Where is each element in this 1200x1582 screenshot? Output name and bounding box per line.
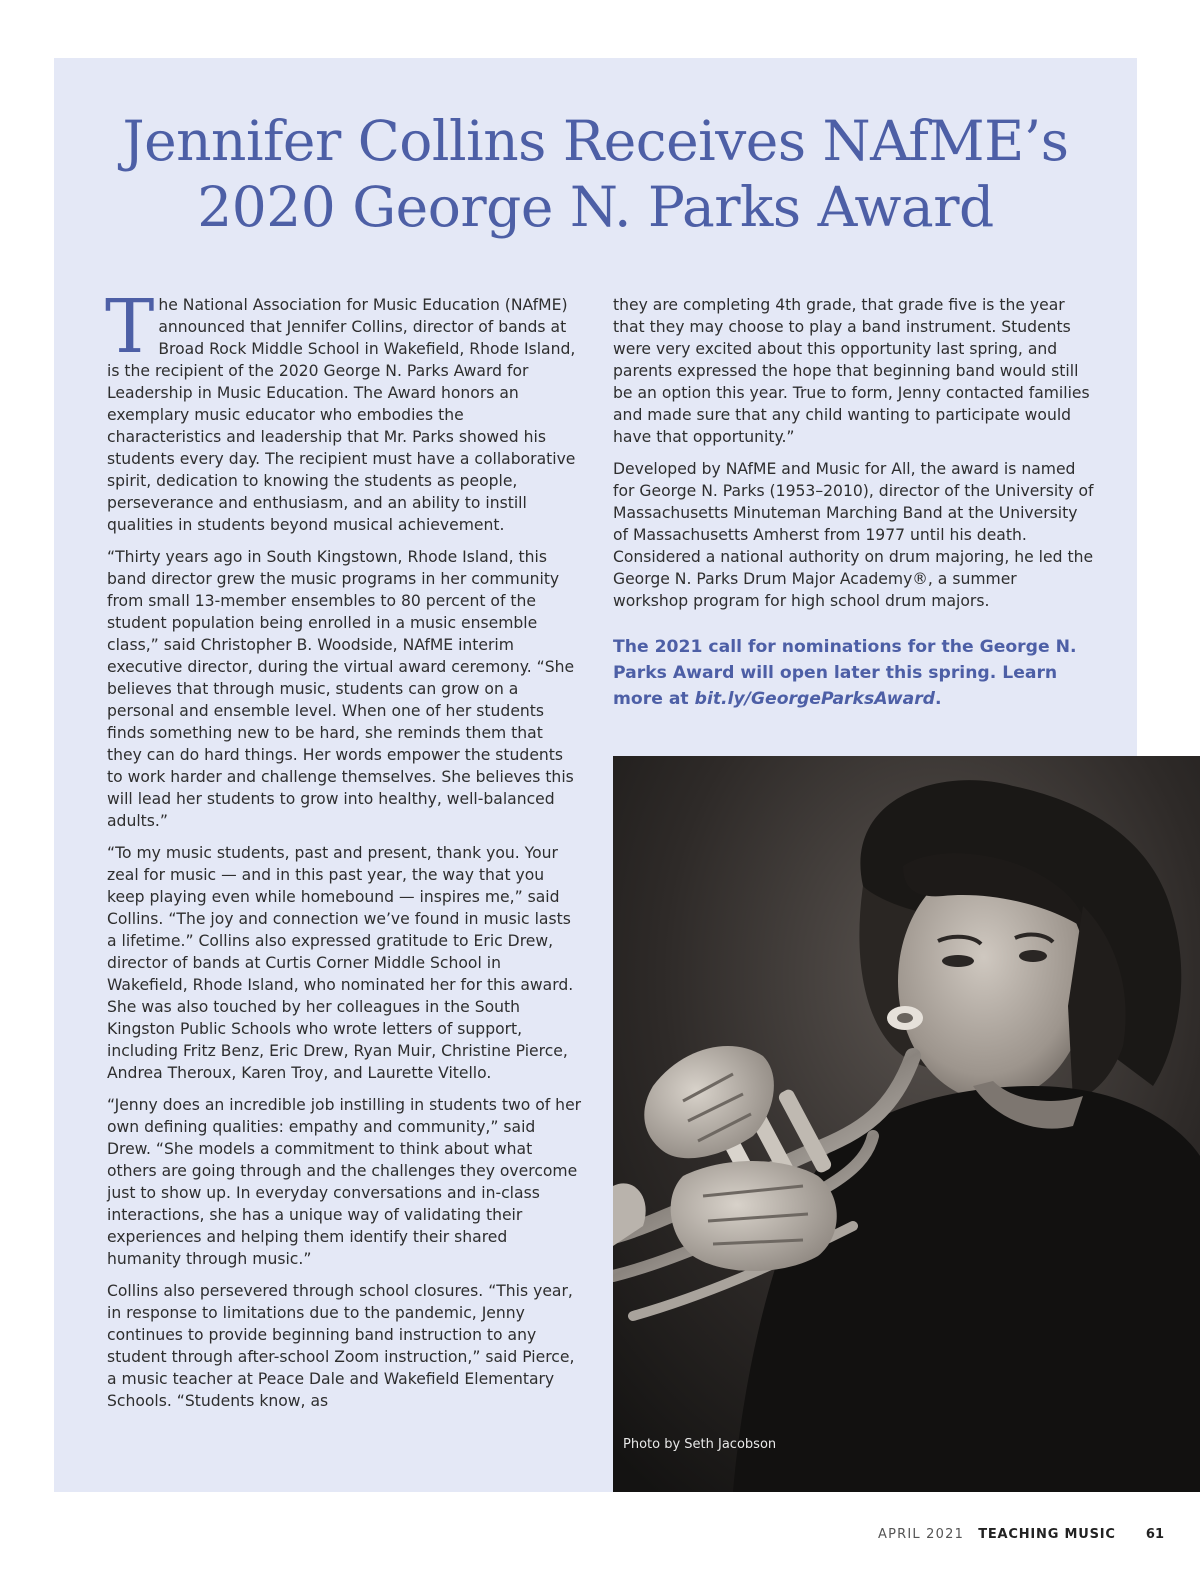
- callout-end: .: [934, 689, 942, 709]
- right-column: [613, 294, 1095, 722]
- paragraph-intro: [105, 284, 582, 536]
- photo-illustration: [613, 756, 1200, 1492]
- trumpet-player-photo: [613, 756, 1200, 1492]
- footer-page-number: 61: [1145, 1527, 1164, 1542]
- page-footer: [878, 1527, 1164, 1542]
- right-hand: [671, 1161, 837, 1271]
- paragraph-pierce-quote-continued: they are completing 4th grade, that grade five is the year that they may choose to play a band instrument. Students were very excited about this opportunity last spring, and parents expressed the hope that beginning band would still be an option this year. True to form, Jenny contacted families and made sure that any child wanting to participate would have that opportunity.”: [613, 296, 1090, 446]
- title-line-2: 2020 George N. Parks Award: [197, 175, 994, 239]
- drop-cap: T: [105, 284, 155, 370]
- eye-left: [942, 955, 974, 967]
- callout-text: The 2021 call for nominations for the George N. Parks Award will open later this spring. Learn more at: [613, 637, 1077, 709]
- paragraph-pierce-quote: Collins also persevered through school closures. “This year, in response to limitations due to the pandemic, Jenny continues to provide beginning band instruction to any student through after-school Zoom instruction,” said Pierce, a music teacher at Peace Dale and Wakefield Elementary Schools. “Students know, as: [107, 1282, 575, 1410]
- nominations-callout: [613, 634, 1095, 712]
- paragraph-drew-quote: “Jenny does an incredible job instilling in students two of her own defining qualities: empathy and community,” said Drew. “She models a commitment to think about what others are going through and the challenges they overcome just to show up. In everyday conversations and in-class interactions, she has a unique way of validating their experiences and helping them identify their shared humanity through music.”: [107, 1096, 582, 1268]
- left-column: [105, 284, 582, 1422]
- footer-issue-date: APRIL 2021: [877, 1527, 965, 1542]
- paragraph-intro-text: he National Association for Music Education (NAfME) announced that Jennifer Collins, director of bands at Broad Rock Middle School in Wakefield, Rhode Island, is the recipient of the 2020 George N. Parks Award for Leadership in Music Education. The Award honors an exemplary music educator who embodies the characteristics and leadership that Mr. Parks showed his students every day. The recipient must have a collaborative spirit, dedication to knowing the students as people, perseverance and enthusiasm, and an ability to instill qualities in students beyond musical achievement.: [107, 296, 576, 534]
- callout-link[interactable]: bit.ly/GeorgeParksAward: [694, 689, 935, 709]
- article-title: [54, 108, 1137, 240]
- paragraph-collins-quote: “To my music students, past and present, thank you. Your zeal for music — and in this past year, the way that you keep playing even while homebound — inspires me,” said Collins. “The joy and connection we’ve found in music lasts a lifetime.” Collins also expressed gratitude to Eric Drew, director of bands at Curtis Corner Middle School in Wakefield, Rhode Island, who nominated her for this award. She was also touched by her colleagues in the South Kingston Public Schools who wrote letters of support, including Fritz Benz, Eric Drew, Ryan Muir, Christine Pierce, Andrea Theroux, Karen Troy, and Laurette Vitello.: [107, 844, 574, 1082]
- footer-magazine-name: TEACHING MUSIC: [978, 1527, 1116, 1542]
- paragraph-award-history: Developed by NAfME and Music for All, the award is named for George N. Parks (1953–2010), director of the University of Massachusetts Minuteman Marching Band at the University of Massachusetts Amherst from 1977 until his death. Considered a national authority on drum majoring, he led the George N. Parks Drum Major Academy®, a summer workshop program for high school drum majors.: [613, 460, 1094, 610]
- paragraph-woodside-quote: “Thirty years ago in South Kingstown, Rhode Island, this band director grew the music programs in her community from small 13-member ensembles to 80 percent of the student population being enrolled in a music ensemble class,” said Christopher B. Woodside, NAfME interim executive director, during the virtual award ceremony. “She believes that through music, students can grow on a personal and ensemble level. When one of her students finds something new to be hard, she reminds them that they can do hard things. Her words empower the students to work harder and challenge themselves. She believes this will lead her students to grow into healthy, well-balanced adults.”: [107, 548, 575, 830]
- title-line-1: Jennifer Collins Receives NAfME’s: [122, 109, 1069, 173]
- eye-right: [1019, 950, 1047, 962]
- photo-credit: Photo by Seth Jacobson: [623, 1437, 777, 1452]
